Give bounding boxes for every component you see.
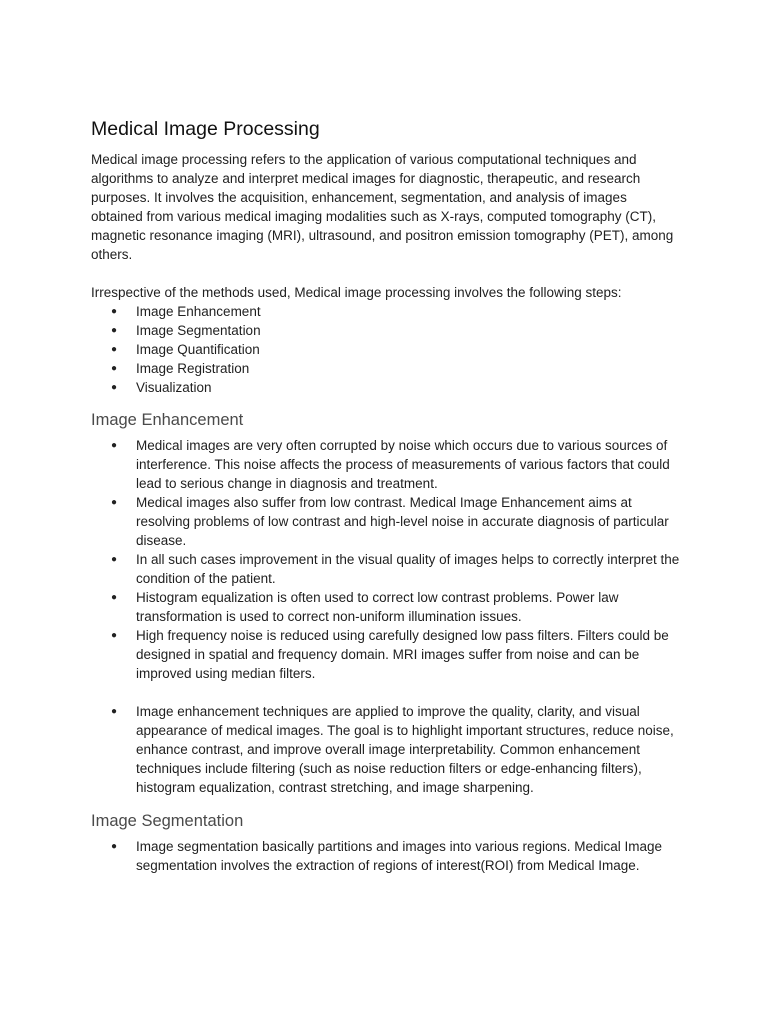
step-item: ● Image Quantification [91, 340, 681, 359]
step-item: ● Image Enhancement [91, 302, 681, 321]
step-item: ● Visualization [91, 378, 681, 397]
steps-list [91, 302, 681, 397]
enhancement-list [91, 436, 681, 683]
enhancement-item: ● Medical images are very often corrupted by noise which occurs due to various sources of interference. This noise affects the process of measurements of various factors that could lead to serious change in diagnosis and treatment. [91, 436, 681, 493]
document-content [91, 112, 681, 875]
step-item: ● Image Segmentation [91, 321, 681, 340]
enhancement-list-continued [91, 702, 681, 797]
enhancement-item: ● High frequency noise is reduced using carefully designed low pass filters. Filters could be designed in spatial and frequency domain. MRI images suffer from noise and can be improved using median filters. [91, 626, 681, 683]
enhancement-item: ● Histogram equalization is often used to correct low contrast problems. Power law transformation is used to correct non-uniform illumination issues. [91, 588, 681, 626]
enhancement-item: ● Medical images also suffer from low contrast. Medical Image Enhancement aims at resolving problems of low contrast and high-level noise in accurate diagnosis of particular disease. [91, 493, 681, 550]
list-spacer [91, 683, 681, 702]
intro-paragraph: Medical image processing refers to the application of various computational techniques and algorithms to analyze and interpret medical images for diagnostic, therapeutic, and research purposes. It involves the acquisition, enhancement, segmentation, and analysis of images obtained from various medical imaging modalities such as X-rays, computed tomography (CT), magnetic resonance imaging (MRI), ultrasound, and positron emission tomography (PET), among others. [91, 152, 674, 262]
segmentation-item: ● Image segmentation basically partitions and images into various regions. Medical Image segmentation involves the extraction of regions of interest(ROI) from Medical Image. [91, 837, 681, 875]
section-heading-enhancement: Image Enhancement [91, 411, 244, 429]
segmentation-list [91, 837, 681, 875]
enhancement-item: ● In all such cases improvement in the visual quality of images helps to correctly interpret the condition of the patient. [91, 550, 681, 588]
section-heading-segmentation: Image Segmentation [91, 812, 244, 830]
document-title: Medical Image Processing [91, 118, 320, 140]
paragraph-spacer [91, 264, 681, 283]
step-item: ● Image Registration [91, 359, 681, 378]
steps-intro: Irrespective of the methods used, Medical image processing involves the following steps: [91, 285, 622, 300]
enhancement-item: ● Image enhancement techniques are applied to improve the quality, clarity, and visual appearance of medical images. The goal is to highlight important structures, reduce noise, enhance contrast, and improve overall image interpretability. Common enhancement techniques include filtering (such as noise reduction filters or edge-enhancing filters), histogram equalization, contrast stretching, and image sharpening. [91, 702, 681, 797]
